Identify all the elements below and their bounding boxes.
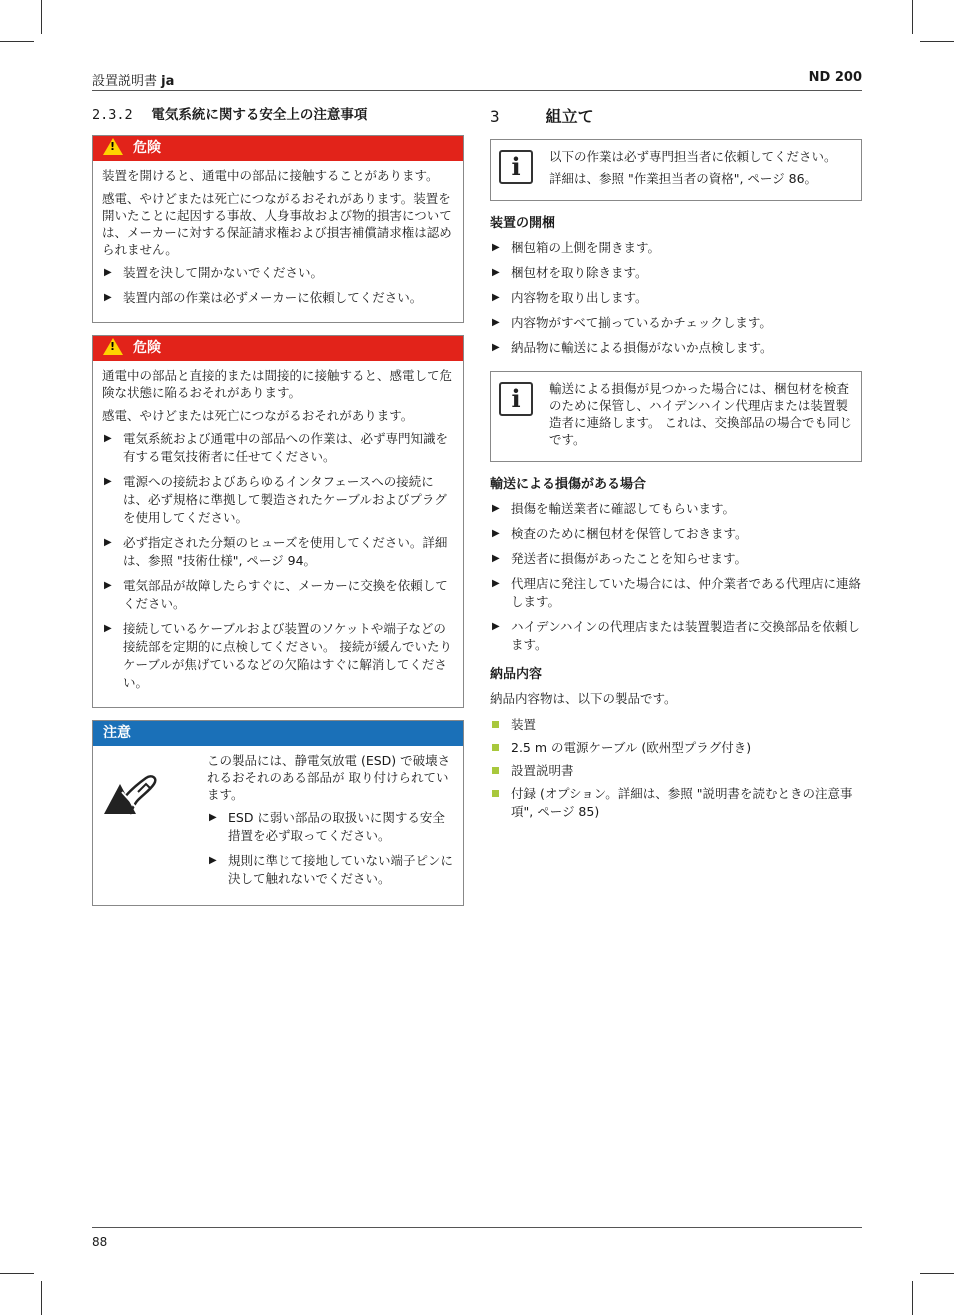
danger-text: 装置を開けると、通電中の部品に接触することがあります。	[102, 168, 439, 183]
arrow-icon: ▶	[492, 342, 500, 353]
list-item-text: 内容物を取り出します。	[511, 290, 648, 305]
notice-text-block	[207, 752, 454, 895]
section-title	[92, 105, 464, 125]
list-item	[490, 239, 862, 257]
doc-language: ja	[161, 74, 175, 89]
arrow-icon: ▶	[209, 812, 217, 823]
list-item-text: 電気系統および通電中の部品への作業は、必ず専門知識を有する電気技術者に任せてください。	[123, 431, 449, 464]
header-title	[92, 70, 174, 89]
contents-intro: 納品内容物は、以下の製品です。	[490, 691, 677, 706]
left-column	[92, 105, 464, 918]
list-item	[490, 785, 862, 821]
arrow-icon: ▶	[104, 476, 112, 487]
arrow-icon: ▶	[104, 267, 112, 278]
list-item-text: ESD に弱い部品の取扱いに関する安全措置を必ず取ってください。	[228, 810, 445, 843]
notice-label: 注意	[103, 725, 131, 741]
list-item	[102, 264, 454, 282]
list-item-text: 付録 (オプション。詳細は、参照 "説明書を読むときの注意事項", ページ 85)	[511, 786, 853, 819]
esd-icon	[102, 752, 207, 895]
section-title-text: 電気系統に関する安全上の注意事項	[151, 107, 368, 123]
list-item-text: 2.5 m の電源ケーブル (欧州型プラグ付き)	[511, 740, 752, 755]
info-icon-wrap	[499, 380, 549, 453]
list-item	[102, 534, 454, 570]
list-item	[102, 289, 454, 307]
list-item-text: 代理店に発注していた場合には、仲介業者である代理店に連絡します。	[511, 576, 862, 609]
arrow-icon: ▶	[104, 623, 112, 634]
list-item-text: 装置を決して開かないでください。	[123, 265, 324, 280]
list-item-text: 検査のために梱包材を保管しておきます。	[511, 526, 748, 541]
info-icon-wrap	[499, 148, 549, 192]
crop-mark	[912, 1281, 913, 1315]
list-item	[102, 577, 454, 613]
arrow-icon: ▶	[104, 292, 112, 303]
list-item-text: 必ず指定された分類のヒューズを使用してください。詳細は、参照 "技術仕様", ページ 94。	[123, 535, 448, 568]
info-paragraph: 詳細は、参照 "作業担当者の資格", ページ 86。	[549, 171, 818, 186]
list-item-text: 装置内部の作業は必ずメーカーに依頼してください。	[123, 290, 423, 305]
arrow-icon: ▶	[492, 317, 500, 328]
list-item-text: 納品物に輸送による損傷がないか点検します。	[511, 340, 773, 355]
list-item-text: 損傷を輸送業者に確認してもらいます。	[511, 501, 736, 516]
arrow-icon: ▶	[104, 433, 112, 444]
list-item	[490, 618, 862, 654]
list-item	[490, 762, 862, 780]
list-item-text: 梱包箱の上側を開きます。	[511, 240, 661, 255]
danger-text: 感電、やけどまたは死亡につながるおそれがあります。装置を開いたことに起因する事故、人身事故および物的損害については、メーカーに対する保証請求権および損害補償請求権は認められません。	[102, 191, 452, 257]
list-item	[490, 314, 862, 332]
contents-list	[490, 716, 862, 821]
page-number: 88	[92, 1235, 108, 1249]
crop-mark	[920, 1273, 954, 1274]
danger-box-2	[92, 335, 464, 708]
info-text	[549, 148, 853, 192]
list-item-text: 規則に準じて接地していない端子ピンに決して触れないでください。	[228, 853, 454, 886]
chapter-title-text: 組立て	[545, 107, 594, 126]
action-list	[102, 264, 454, 307]
notice-box	[92, 720, 464, 906]
arrow-icon: ▶	[104, 580, 112, 591]
bullet-square-icon	[492, 744, 499, 751]
danger-header	[93, 136, 463, 161]
danger-label: 危険	[133, 140, 161, 156]
arrow-icon: ▶	[492, 578, 500, 589]
list-item-text: 発送者に損傷があったことを知らせます。	[511, 551, 748, 566]
arrow-icon: ▶	[492, 553, 500, 564]
arrow-icon: ▶	[492, 503, 500, 514]
list-item-text: ハイデンハインの代理店または装置製造者に交換部品を依頼します。	[511, 619, 860, 652]
list-item-text: 設置説明書	[511, 763, 574, 778]
info-paragraph: 輸送による損傷が見つかった場合には、梱包材を検査のために保管し、ハイデンハイン代理店または装置製造者に連絡します。 これは、交換部品の場合でも同じです。	[549, 381, 852, 447]
damage-list	[490, 500, 862, 654]
arrow-icon: ▶	[209, 855, 217, 866]
bullet-square-icon	[492, 721, 499, 728]
info-box-1	[490, 139, 862, 201]
danger-label: 危険	[133, 340, 161, 356]
warning-icon: !	[103, 138, 123, 155]
danger-header	[93, 336, 463, 361]
info-box-2	[490, 371, 862, 462]
footer-rule	[92, 1227, 862, 1228]
right-column	[490, 105, 862, 826]
list-item	[490, 575, 862, 611]
list-item-text: 接続しているケーブルおよび装置のソケットや端子などの接続部を定期的に点検してください。 接続が緩んでいたりケーブルが焦げているなどの欠陥はすぐに解消してください。	[123, 621, 452, 690]
chapter-number: 3	[490, 107, 500, 126]
danger-body	[93, 161, 463, 322]
page-header	[92, 68, 862, 91]
bullet-square-icon	[492, 790, 499, 797]
crop-mark	[920, 41, 954, 42]
arrow-icon: ▶	[492, 242, 500, 253]
warning-icon: !	[103, 338, 123, 355]
list-item	[490, 289, 862, 307]
list-item	[490, 716, 862, 734]
list-item-text: 内容物がすべて揃っているかチェックします。	[511, 315, 772, 330]
list-item	[490, 500, 862, 518]
contents-heading: 納品内容	[490, 667, 543, 682]
notice-text: この製品には、静電気放電 (ESD) で破壊されるおそれのある部品が 取り付けられています。	[207, 753, 451, 802]
crop-mark	[0, 41, 34, 42]
list-item	[207, 809, 454, 845]
list-item	[490, 739, 862, 757]
unpacking-list	[490, 239, 862, 357]
list-item	[490, 550, 862, 568]
danger-body	[93, 361, 463, 707]
info-paragraph: 以下の作業は必ず専門担当者に依頼してください。	[549, 149, 837, 164]
danger-text: 感電、やけどまたは死亡につながるおそれがあります。	[102, 408, 414, 423]
section-number: 2.3.2	[92, 107, 133, 123]
notice-header	[93, 721, 463, 746]
crop-mark	[41, 0, 42, 34]
crop-mark	[912, 0, 913, 34]
info-icon: i	[499, 150, 533, 184]
list-item	[102, 620, 454, 692]
list-item	[490, 525, 862, 543]
bullet-square-icon	[492, 767, 499, 774]
list-item	[490, 264, 862, 282]
info-icon: i	[499, 382, 533, 416]
list-item	[102, 430, 454, 466]
list-item-text: 装置	[511, 717, 537, 732]
crop-mark	[0, 1273, 34, 1274]
list-item	[207, 852, 454, 888]
info-text	[549, 380, 853, 453]
list-item-text: 電源への接続およびあらゆるインタフェースへの接続には、必ず規格に準拠して製造されたケーブルおよびプラグを使用してください。	[123, 474, 447, 525]
arrow-icon: ▶	[492, 528, 500, 539]
arrow-icon: ▶	[104, 537, 112, 548]
list-item-text: 電気部品が故障したらすぐに、メーカーに交換を依頼してください。	[123, 578, 448, 611]
chapter-title	[490, 105, 862, 129]
arrow-icon: ▶	[492, 267, 500, 278]
list-item	[102, 473, 454, 527]
doc-title: 設置説明書	[92, 74, 158, 89]
damage-heading: 輸送による損傷がある場合	[490, 477, 647, 492]
notice-body	[93, 746, 463, 905]
danger-box-1	[92, 135, 464, 323]
action-list	[102, 430, 454, 692]
unpacking-heading: 装置の開梱	[490, 216, 556, 231]
list-item-text: 梱包材を取り除きます。	[511, 265, 648, 280]
list-item	[490, 339, 862, 357]
action-list	[207, 809, 454, 888]
arrow-icon: ▶	[492, 621, 500, 632]
model-name: ND 200	[808, 70, 862, 85]
danger-text: 通電中の部品と直接的または間接的に接触すると、感電して危険な状態に陥るおそれがあります。	[102, 368, 453, 400]
crop-mark	[41, 1281, 42, 1315]
arrow-icon: ▶	[492, 292, 500, 303]
